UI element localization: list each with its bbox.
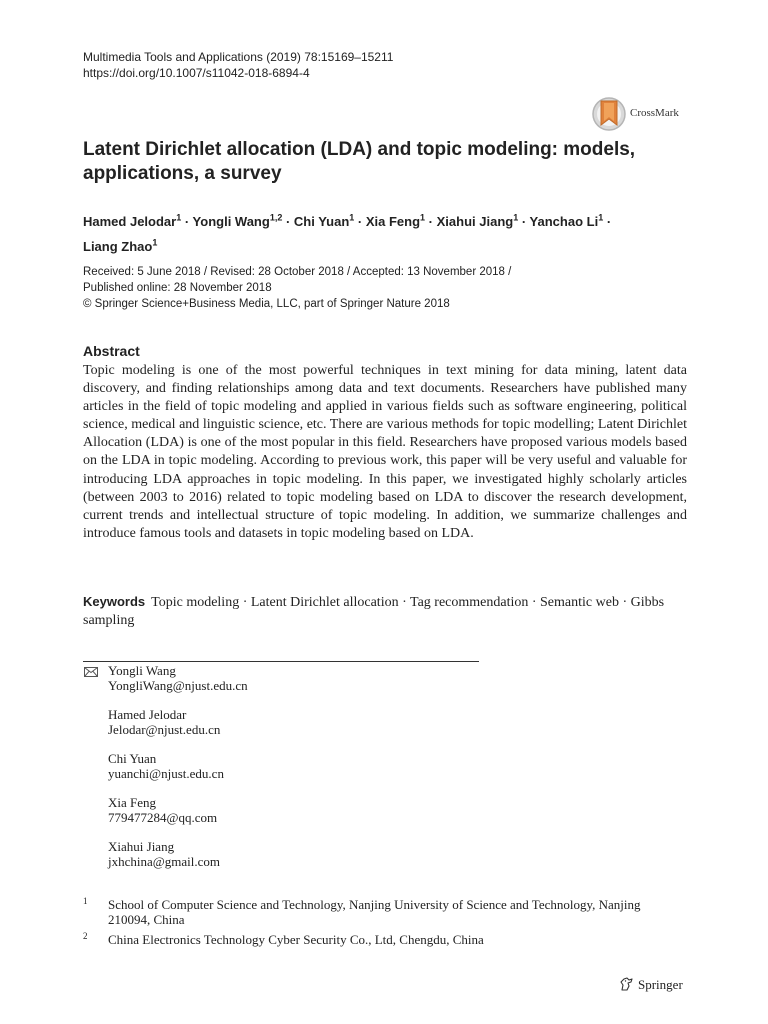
contact-entry: [108, 664, 248, 694]
contact-entry: [108, 708, 248, 738]
contact-email[interactable]: 779477284@qq.com: [108, 810, 218, 826]
author[interactable]: Yongli Wang$^{1,2}$: [192, 213, 283, 230]
published-online: Published online: 28 November 2018: [83, 282, 272, 294]
received-revised-accepted: Received: 5 June 2018 / Revised: 28 October 2018 / Accepted: 13 November 2018 /: [83, 266, 512, 278]
publisher-logo: [619, 976, 683, 993]
springer-horse-icon: [619, 976, 635, 992]
publication-dates: [83, 264, 511, 312]
keywords-text: Topic modeling · Latent Dirichlet allocation · Tag recommendation · Semantic web · Gibbs sampling: [83, 595, 665, 628]
contact-entry: [108, 796, 248, 826]
crossmark-label: CrossMark: [630, 107, 679, 119]
contact-name: Hamed Jelodar: [108, 707, 187, 723]
abstract-text: Topic modeling is one of the most powerful techniques in text mining for data mining, latent data discovery, and finding relationships among data and text documents. Researchers have published many articles in the field of topic modeling and applied in various fields such as software engineering, political science, medical and linguistic science, etc. There are various methods for topic modelling; Latent Dirichlet Allocation (LDA) is one of the most popular in this field. Researchers have proposed various models based on the LDA in topic modeling. According to previous work, this paper will be very useful and valuable for introducing LDA approaches in topic modeling. In this paper, we investigated highly scholarly articles (between 2003 to 2016) related to topic modeling based on LDA to discover the research development, current trends and intellectual structure of topic modeling. In addition, we summarize challenges and introduce famous tools and datasets in topic modeling based on LDA.: [83, 363, 687, 541]
crossmark-badge[interactable]: [592, 95, 712, 135]
author[interactable]: Hamed Jelodar$^1$: [83, 213, 182, 230]
envelope-icon: [84, 667, 98, 677]
contact-name: Chi Yuan: [108, 751, 157, 767]
contact-name: Xia Feng: [108, 795, 157, 811]
keywords-block: [83, 593, 687, 630]
contact-entry: [108, 752, 248, 782]
affiliation-number: 1: [83, 896, 88, 906]
author[interactable]: Liang Zhao$^1$: [83, 237, 158, 254]
contact-name: Yongli Wang: [108, 663, 176, 678]
abstract-heading: Abstract: [83, 343, 140, 359]
affiliation-text: China Electronics Technology Cyber Security Co., Ltd, Chengdu, China: [108, 932, 484, 947]
contact-email[interactable]: YongliWang@njust.edu.cn: [108, 677, 248, 693]
journal-header: [83, 49, 393, 81]
copyright-line: © Springer Science+Business Media, LLC, part of Springer Nature 2018: [83, 298, 450, 310]
author[interactable]: Xiahui Jiang$^1$: [436, 213, 519, 230]
contact-email[interactable]: yuanchi@njust.edu.cn: [108, 765, 224, 781]
contact-entry: [108, 840, 248, 870]
contact-email[interactable]: Jelodar@njust.edu.cn: [108, 721, 221, 737]
author-list: Hamed Jelodar$^1$ · Yongli Wang$^{1,2}$ · Chi Yuan$^1$ · Xia Feng$^1$ · Xiahui Jiang$^1$ · Yanchao $Li^1$ · Liang Zhao$^1$: [83, 213, 612, 254]
affiliation-1: [83, 897, 683, 929]
footnote-divider: [83, 661, 479, 662]
affiliation-2: [83, 932, 683, 948]
contact-name: Xiahui Jiang: [108, 839, 175, 855]
crossmark-icon: [592, 95, 626, 133]
contact-email[interactable]: jxhchina@gmail.com: [108, 854, 220, 870]
affiliation-number: 2: [83, 931, 88, 941]
author[interactable]: Chi Yuan$^1$: [293, 213, 355, 230]
publisher-name: Springer: [638, 977, 683, 992]
journal-citation: Multimedia Tools and Applications (2019) 78:15169–15211: [83, 50, 394, 64]
paper-title: Latent Dirichlet allocation (LDA) and topic modeling: models, applications, a survey: [83, 139, 636, 184]
author[interactable]: Yanchao Li$^1$: [529, 213, 604, 230]
author[interactable]: Xia Feng$^1$: [365, 213, 426, 230]
doi-link[interactable]: https://doi.org/10.1007/s11042-018-6894-4: [83, 66, 310, 80]
keywords-label: Keywords: [83, 594, 146, 609]
corresponding-contacts: [108, 664, 248, 884]
affiliation-text: School of Computer Science and Technology, Nanjing University of Science and Technology, Nanjing 210094, China: [108, 897, 641, 927]
